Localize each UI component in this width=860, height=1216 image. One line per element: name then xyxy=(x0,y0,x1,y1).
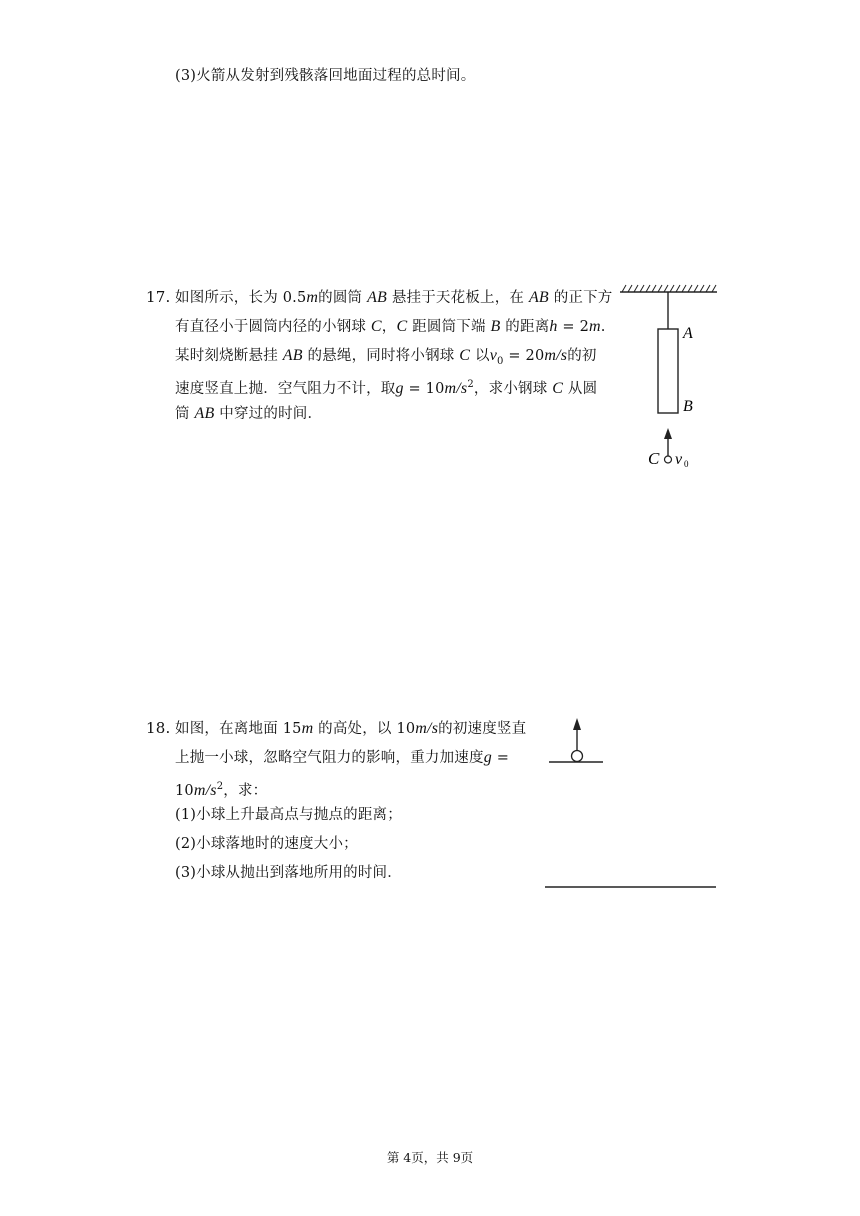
q18-item-3: (3)小球从抛出到落地所用的时间． xyxy=(175,865,402,881)
question-17-number: 17. xyxy=(146,288,171,306)
q17-figure-hanging-tube xyxy=(615,280,720,470)
q18-item-2: (2)小球落地时的速度大小； xyxy=(175,836,358,852)
question-18-number: 18. xyxy=(146,719,171,737)
label-v-sub: 0 xyxy=(684,459,689,469)
q17-line-4: 速度竖直上抛．空气阻力不计，取$g = 10m/s^2$，求小钢球 C 从圆 xyxy=(175,379,598,397)
q17-line-1: 如图所示，长为 0.5m的圆筒 AB 悬挂于天花板上，在 AB 的正下方 xyxy=(175,289,613,306)
steel-ball-c xyxy=(665,456,672,463)
q18-figure-thrown-ball xyxy=(545,712,720,894)
label-b: B xyxy=(683,398,693,415)
q17-line-3: 某时刻烧断悬挂 AB 的悬绳，同时将小钢球 C 以$v_0 = 20m/s$的初 xyxy=(175,347,597,367)
prev-question-item-3: (3)火箭从发射到残骸落回地面过程的总时间。 xyxy=(175,68,476,84)
ceiling xyxy=(620,285,717,292)
q17-line-2: 有直径小于圆筒内径的小钢球 C，C 距圆筒下端 B 的距离h = 2m. xyxy=(175,318,606,335)
q18-line-3: $10m/s^2$，求： xyxy=(175,781,268,799)
label-c: C xyxy=(648,449,660,468)
q18-item-1: (1)小球上升最高点与抛点的距离； xyxy=(175,807,402,823)
tube-ab xyxy=(658,329,678,413)
q18-line-2: 上抛一小球，忽略空气阻力的影响，重力加速度g = xyxy=(175,749,510,766)
velocity-arrow-head xyxy=(664,428,672,439)
page-footer: 第 4页，共 9页 xyxy=(386,1150,474,1165)
label-v: v xyxy=(675,451,683,468)
label-a: A xyxy=(683,325,693,342)
ball xyxy=(572,751,583,762)
q17-line-5: 筒 AB 中穿过的时间． xyxy=(175,405,323,422)
launch-arrow-head xyxy=(573,718,581,730)
q18-line-1: 如图，在离地面 15m 的高处，以 10m/s的初速度竖直 xyxy=(175,720,527,737)
